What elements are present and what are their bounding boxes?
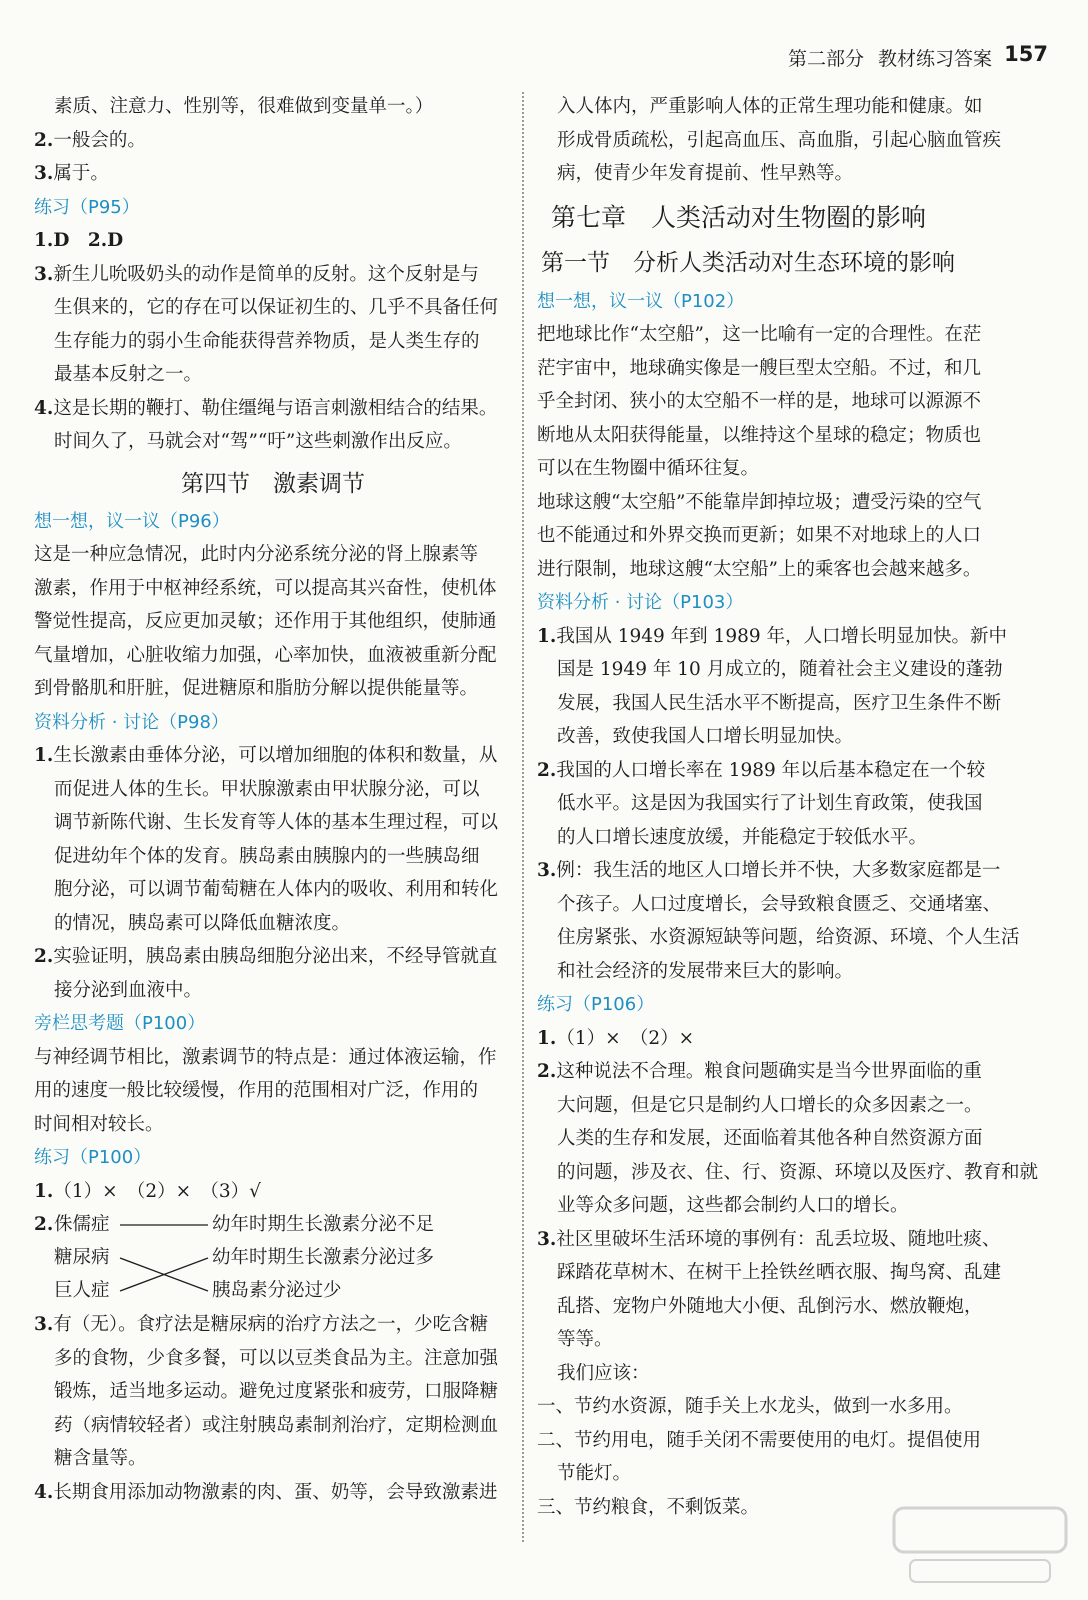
running-header <box>788 44 992 71</box>
answer-item <box>34 124 512 158</box>
text-line: 的情况，胰岛素可以降低血糖浓度。 <box>54 912 351 934</box>
text-line: 入人体内，严重影响人体的正常生理功能和健康。如 <box>557 96 983 117</box>
answer-text: 有（无）。食疗法是糖尿病的治疗方法之一，少吃含糖 <box>53 1314 489 1335</box>
subheading: 练习（P95） <box>34 196 140 218</box>
text-line: 茫宇宙中，地球确实像是一艘巨型太空船。不过，和几 <box>537 357 982 379</box>
text-line: 胞分泌，可以调节葡萄糖在人体内的吸收、利用和转化 <box>54 879 499 900</box>
text-line: 人类的生存和发展，还面临着其他各种自然资源方面 <box>557 1128 983 1149</box>
text-line: 形成骨质疏松，引起高血压、高血脂，引起心脑血管疾 <box>557 129 1002 151</box>
text-line: 气量增加，心脏收缩力加强，心率加快，血液被重新分配 <box>34 644 497 666</box>
header-section: 教材练习答案 <box>877 48 992 70</box>
text-line: 可以在生物圈中循环往复。 <box>537 458 760 479</box>
page-header <box>0 0 1088 80</box>
answer-item <box>34 1175 512 1209</box>
answer-item <box>34 940 512 974</box>
answer-text: 生长激素由垂体分泌，可以增加细胞的体积和数量，从 <box>53 745 498 766</box>
text-line: 锻炼，适当地多运动。避免过度紧张和疲劳，口服降糖 <box>54 1381 499 1402</box>
header-part: 第二部分 <box>787 48 864 70</box>
answer-text: 一般会的。 <box>53 129 146 151</box>
answer-item <box>34 258 512 292</box>
matching-exercise <box>34 1208 512 1308</box>
answer-item <box>34 739 512 773</box>
answer-item: 1.D 2.D <box>34 230 124 251</box>
text-line: 业等众多问题，这些都会制约人口的增长。 <box>557 1195 909 1216</box>
match-right-item: 幼年时期生长激素分泌不足 <box>212 1214 435 1235</box>
item-number: 3. <box>537 1228 557 1250</box>
text-line: 病，使青少年发育提前、性早熟等。 <box>557 163 854 184</box>
match-left-item: 糖尿病 <box>54 1247 110 1268</box>
answer-text: 我国的人口增长率在 1989 年以后基本稳定在一个较 <box>556 759 986 781</box>
item-number: 1. <box>537 625 557 647</box>
text-line: 生存能力的弱小生命能获得营养物质，是人类生存的 <box>54 330 480 352</box>
answer-text: （1）× （2）× （3）√ <box>53 1180 261 1202</box>
column-divider <box>522 92 524 1542</box>
text-line: 也不能通过和外界交换而更新；如果不对地球上的人口 <box>537 525 982 546</box>
text-line: 改善，致使我国人口增长明显加快。 <box>557 726 854 747</box>
answer-item <box>537 1223 1007 1257</box>
text-line: 住房紧张、水资源短缺等问题，给资源、环境、个人生活 <box>557 927 1020 948</box>
text-line: 时间相对较长。 <box>34 1113 164 1135</box>
matching-lines <box>118 1208 210 1308</box>
match-right-item: 胰岛素分泌过少 <box>212 1280 342 1301</box>
text-line: 的人口增长速度放缓，并能稳定于较低水平。 <box>557 826 928 848</box>
text-line: 大问题，但是它只是制约人口增长的众多因素之一。 <box>557 1094 983 1116</box>
left-column <box>34 90 512 1509</box>
item-number: 3. <box>34 163 54 184</box>
item-number: 4. <box>34 1481 54 1503</box>
page-number: 157 <box>1004 42 1048 66</box>
answer-text: （1）× （2）× <box>556 1027 695 1049</box>
text-line: 我们应该： <box>557 1362 650 1384</box>
match-left-item: 巨人症 <box>54 1280 110 1301</box>
item-number: 2. <box>34 1214 54 1235</box>
text-line: 的问题，涉及衣、住、行、资源、环境以及医疗、教育和就 <box>557 1161 1039 1183</box>
text-line: 等等。 <box>557 1329 613 1350</box>
item-number: 3. <box>34 1314 54 1335</box>
answer-text: 长期食用添加动物激素的肉、蛋、奶等，会导致激素进 <box>53 1481 498 1503</box>
text-line: 时间久了，马就会对“驾”“吁”这些刺激作出反应。 <box>54 431 462 452</box>
item-number: 4. <box>34 397 54 419</box>
text-line: 接分泌到血液中。 <box>54 979 203 1001</box>
text-line: 国是 1949 年 10 月成立的，随着社会主义建设的蓬勃 <box>557 659 1003 680</box>
text-line: 和社会经济的发展带来巨大的影响。 <box>557 960 854 982</box>
text-line: 多的食物，少食多餐，可以以豆类食品为主。注意加强 <box>54 1347 499 1369</box>
answer-item <box>537 1055 1007 1089</box>
match-left-item: 侏儒症 <box>54 1214 110 1235</box>
item-number: 2. <box>537 1061 557 1082</box>
subheading: 想一想，议一议（P102） <box>537 290 745 312</box>
answer-text: 新生儿吮吸奶头的动作是简单的反射。这个反射是与 <box>53 263 479 285</box>
text-line: 个孩子。人口过度增长，会导致粮食匮乏、交通堵塞、 <box>557 893 1002 915</box>
answer-text: 属于。 <box>53 163 109 184</box>
subheading: 旁栏思考题（P100） <box>34 1013 206 1034</box>
answer-item <box>537 754 1007 788</box>
item-number: 3. <box>537 860 557 881</box>
subheading: 资料分析 · 讨论（P103） <box>537 592 744 613</box>
text-line: 低水平。这是因为我国实行了计划生育政策，使我国 <box>557 793 983 814</box>
answer-text: 这是长期的鞭打、勒住缰绳与语言刺激相结合的结果。 <box>53 397 498 419</box>
text-line: 地球这艘“太空船”不能靠岸卸掉垃圾；遭受污染的空气 <box>537 491 982 513</box>
answer-item <box>34 1308 512 1342</box>
answer-item <box>537 620 1007 654</box>
item-number: 2. <box>34 129 54 151</box>
item-number: 1. <box>34 745 54 766</box>
text-line: 节能灯。 <box>557 1463 632 1484</box>
item-number: 2. <box>537 759 557 781</box>
section-title: 第一节 分析人类活动对生态环境的影响 <box>541 249 955 276</box>
answer-item <box>34 392 512 426</box>
right-column <box>537 90 1039 1524</box>
section-title: 第四节 激素调节 <box>181 470 365 497</box>
answer-text: 例：我生活的地区人口增长并不快，大多数家庭都是一 <box>556 860 1001 881</box>
item-number: 2. <box>34 946 54 967</box>
text-line: 用的速度一般比较缓慢，作用的范围相对广泛，作用的 <box>34 1080 479 1101</box>
text-line: 素质、注意力、性别等，很难做到变量单一。） <box>54 96 434 117</box>
text-line: 这是一种应急情况，此时内分泌系统分泌的肾上腺素等 <box>34 544 479 565</box>
text-line: 二、节约用电，随手关闭不需要使用的电灯。提倡使用 <box>537 1429 982 1451</box>
answer-text: 实验证明，胰岛素由胰岛细胞分泌出来，不经导管就直 <box>53 946 498 967</box>
subheading: 资料分析 · 讨论（P98） <box>34 711 229 733</box>
text-line: 而促进人体的生长。甲状腺激素由甲状腺分泌，可以 <box>54 778 480 800</box>
answer-item <box>34 1476 512 1510</box>
text-line: 发展，我国人民生活水平不断提高，医疗卫生条件不断 <box>557 692 1002 714</box>
text-line: 断地从太阳获得能量，以维持这个星球的稳定；物质也 <box>537 424 982 446</box>
item-number: 3. <box>34 263 54 285</box>
subheading: 练习（P100） <box>34 1147 152 1168</box>
text-line: 踩踏花草树木、在树干上拴铁丝晒衣服、掏鸟窝、乱建 <box>557 1262 1002 1283</box>
match-right-item: 幼年时期生长激素分泌过多 <box>212 1247 435 1268</box>
text-line: 进行限制，地球这艘“太空船”上的乘客也会越来越多。 <box>537 558 982 580</box>
answer-item <box>537 854 1007 888</box>
text-line: 一、节约水资源，随手关上水龙头，做到一水多用。 <box>537 1396 963 1417</box>
text-line: 激素，作用于中枢神经系统，可以提高其兴奋性，使机体 <box>34 577 497 599</box>
answer-text: 社区里破坏生活环境的事例有：乱丢垃圾、随地吐痰、 <box>556 1228 1001 1250</box>
item-number: 1. <box>34 1180 54 1202</box>
text-line: 调节新陈代谢、生长发育等人体的基本生理过程，可以 <box>54 812 499 833</box>
subheading: 想一想，议一议（P96） <box>34 510 230 532</box>
answer-item <box>34 157 512 191</box>
answer-text: 我国从 1949 年到 1989 年，人口增长明显加快。新中 <box>556 625 1008 647</box>
answer-item <box>537 1022 1007 1056</box>
text-line: 把地球比作“太空船”，这一比喻有一定的合理性。在茫 <box>537 324 982 345</box>
text-line: 乱搭、宠物户外随地大小便、乱倒污水、燃放鞭炮， <box>557 1295 983 1317</box>
text-line: 生俱来的，它的存在可以保证初生的、几乎不具备任何 <box>54 297 499 318</box>
text-line: 到骨骼肌和肝脏，促进糖原和脂肪分解以提供能量等。 <box>34 678 479 699</box>
text-line: 乎全封闭、狭小的太空船不一样的是，地球可以源源不 <box>537 391 982 412</box>
text-line: 三、节约粮食，不剩饭菜。 <box>537 1496 760 1518</box>
text-line: 糖含量等。 <box>54 1448 147 1469</box>
text-line: 警觉性提高，反应更加灵敏；还作用于其他组织，使肺通 <box>34 611 497 632</box>
answer-text: 这种说法不合理。粮食问题确实是当今世界面临的重 <box>556 1061 982 1082</box>
text-line: 促进幼年个体的发育。胰岛素由胰腺内的一些胰岛细 <box>54 845 480 867</box>
subheading: 练习（P106） <box>537 994 655 1015</box>
chapter-title: 第七章 人类活动对生物圈的影响 <box>551 202 927 232</box>
text-line: 与神经调节相比，激素调节的特点是：通过体液运输，作 <box>34 1046 497 1068</box>
text-line: 最基本反射之一。 <box>54 364 203 385</box>
item-number: 1. <box>537 1027 557 1049</box>
text-line: 药（病情较轻者）或注射胰岛素制剂治疗，定期检测血 <box>54 1414 499 1436</box>
